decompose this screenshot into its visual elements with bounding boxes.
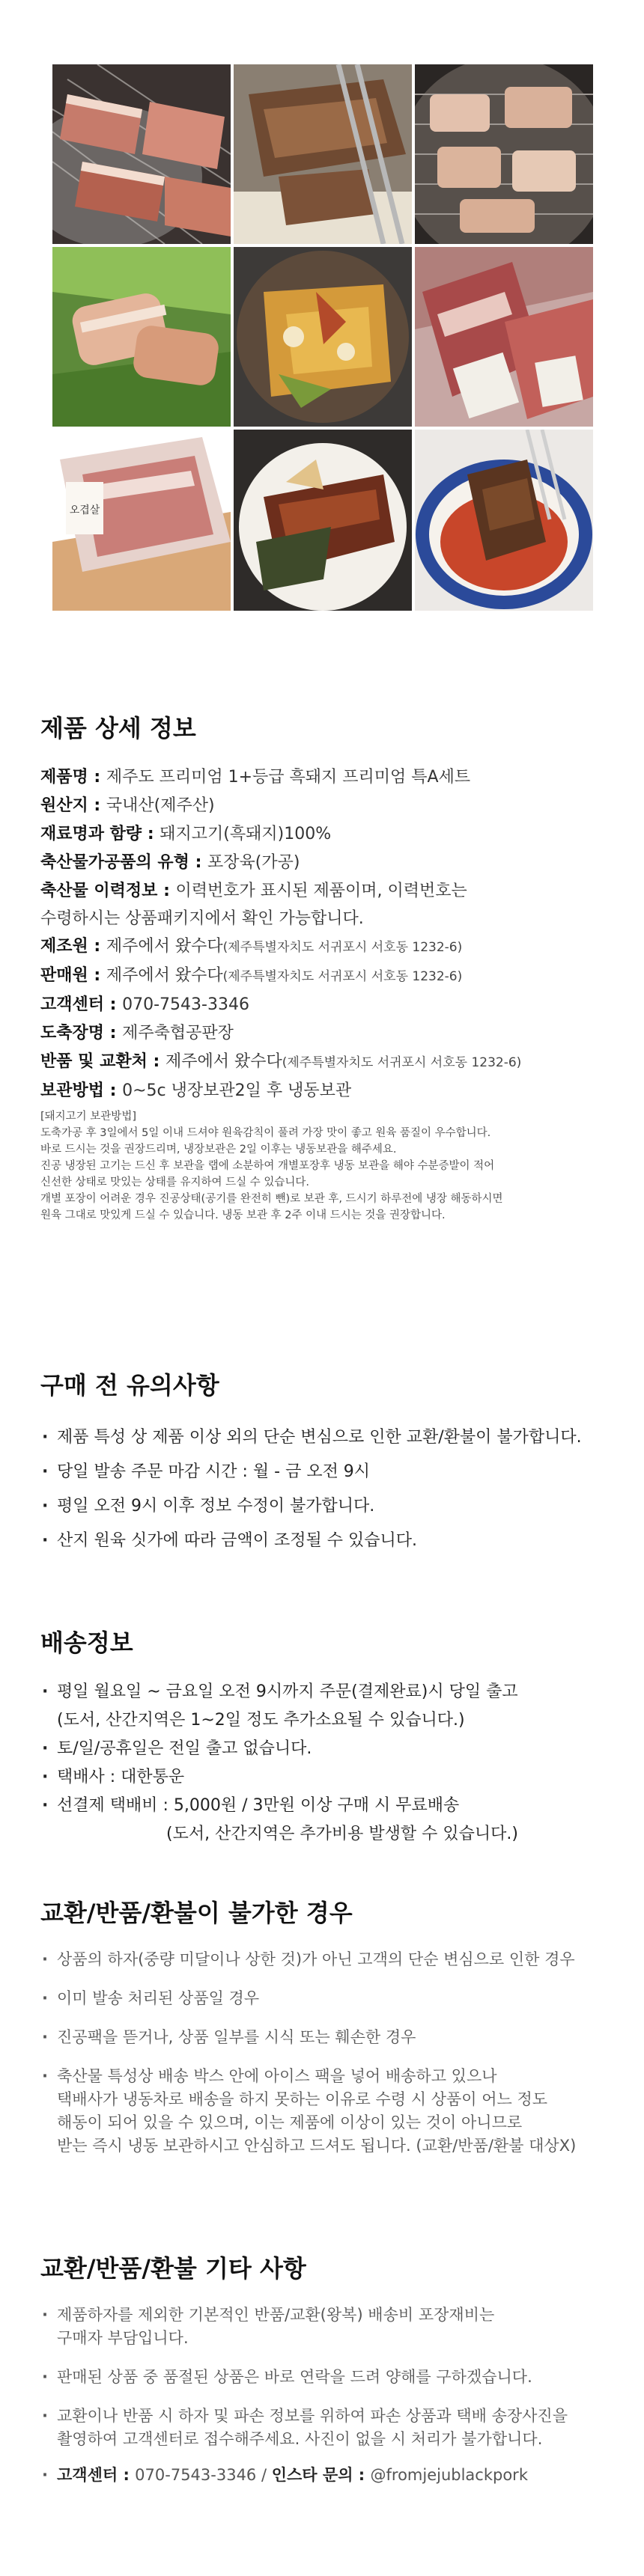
detail-row [40, 820, 617, 849]
instagram-label: 인스타 문의 : [271, 2466, 371, 2484]
detail-key: 재료명과 함량 : [40, 825, 160, 843]
list-item: · 진공팩을 뜯거나, 상품 일부를 시식 또는 훼손한 경우 [40, 2026, 617, 2049]
detail-value: 제주축협공판장 [122, 1024, 234, 1043]
detail-value: 제주도 프리미엄 1+등급 흑돼지 프리미엄 특A세트 [106, 768, 471, 787]
other-exchange-list [40, 2304, 617, 2451]
detail-key: 제조원 : [40, 937, 106, 956]
list-item: · 제품 특성 상 제품 이상 외의 단순 변심으로 인한 교환/환불이 불가합니다. [40, 1420, 617, 1455]
no-refund-section [40, 1894, 617, 2173]
delivery-item-text: 택배사 : 대한통운 [57, 1768, 185, 1786]
detail-value: 제주에서 왔수다 [165, 1052, 282, 1071]
delivery-item-subtext: (도서, 산간지역은 추가비용 발생할 수 있습니다.) [166, 1825, 518, 1843]
photo-grilled-pork-on-rice [234, 430, 412, 611]
detail-key: 축산물가공품의 유형 : [40, 853, 208, 872]
section-title: 교환/반품/환불 기타 사항 [40, 2254, 306, 2283]
list-item: · 제품하자를 제외한 기본적인 반품/교환(왕복) 배송비 포장재비는 구매자 부담입니다. [40, 2304, 617, 2350]
product-details-section [40, 709, 617, 1224]
detail-row [40, 877, 617, 906]
detail-row [40, 1019, 617, 1048]
detail-value: 돼지고기(흑돼지)100% [160, 825, 332, 843]
section-title: 제품 상세 정보 [40, 714, 196, 742]
detail-value: 이력번호가 표시된 제품이며, 이력번호는 [175, 882, 467, 900]
detail-key: 도축장명 : [40, 1024, 123, 1043]
detail-key: 판매원 : [40, 966, 106, 985]
detail-row [40, 1048, 617, 1077]
purchase-cautions-section [40, 1367, 617, 1558]
detail-row [40, 849, 617, 877]
photo-packaged-pork-on-wooden-board [52, 430, 231, 611]
photo-pork-wrapped-in-lettuce [52, 247, 231, 427]
no-refund-list [40, 1948, 617, 2158]
section-title: 구매 전 유의사항 [40, 1371, 219, 1400]
delivery-info-section [40, 1624, 617, 1849]
contact-line [40, 2464, 617, 2487]
detail-key: 고객센터 : [40, 995, 123, 1014]
photo-pork-with-red-sauce-in-bowl [415, 430, 593, 611]
section-title: 배송정보 [40, 1629, 133, 1657]
detail-row [40, 763, 617, 792]
package-label-text: 오겹살 [69, 504, 100, 516]
detail-address: (제주특별자치도 서귀포시 서호동 1232-6) [282, 1055, 522, 1070]
detail-address: (제주특별자치도 서귀포시 서호동 1232-6) [222, 969, 463, 984]
section-title: 교환/반품/환불이 불가한 경우 [40, 1899, 353, 1927]
photo-raw-pork-in-packages [415, 247, 593, 427]
detail-value: 국내산(제주산) [106, 796, 215, 815]
caution-list [40, 1420, 617, 1558]
list-item: · 산지 원육 싯가에 따라 금액이 조정될 수 있습니다. [40, 1524, 617, 1558]
detail-address: (제주특별자치도 서귀포시 서호동 1232-6) [222, 940, 463, 955]
instagram-handle[interactable]: @fromjejublackpork [370, 2466, 528, 2484]
detail-key: 보관방법 : [40, 1081, 123, 1100]
detail-value: 0~5c 냉장보관2일 후 냉동보관 [122, 1081, 352, 1100]
list-item [40, 1735, 617, 1763]
list-item: · 평일 오전 9시 이후 정보 수정이 불가합니다. [40, 1489, 617, 1524]
detail-key: 축산물 이력정보 : [40, 882, 176, 900]
delivery-item-text: 평일 월요일 ~ 금요일 오전 9시까지 주문(결제완료)시 당일 출고 [57, 1682, 518, 1701]
list-item [40, 1763, 617, 1792]
customer-center-label: 고객센터 : [57, 2466, 136, 2484]
list-item: · 당일 발송 주문 마감 시간 : 월 - 금 오전 9시 [40, 1455, 617, 1489]
detail-key: 원산지 : [40, 796, 106, 815]
delivery-list [40, 1678, 617, 1849]
storage-note: [돼지고기 보관방법] 도축가공 후 3일에서 5일 이내 드셔야 원육감칙이 풀려 가장 맛이 좋고 원육 품질이 우수합니다. 바로 드시는 것을 권장드리며, 냉장보관은 2일 이후는 냉동보관을 해주세요. 진공 냉장된 고기는 드신 후 보관을 랩에 소분하여 개별포장후 냉동 보관을 해야 수분증발이 적어 신선한 상태로 맛있는 상태를 유지하여 드실 수 있습니다. 개별 포장이 어려운 경우 진공상태(공기를 완전히 뺀)로 보관 후, 드시기 하루전에 냉장 해동하시면 원육 그대로 맛있게 드실 수 있습니다. 냉동 보관 후 2주 이내 드시는 것을 권장합니다. [40, 1111, 503, 1221]
list-item [40, 1792, 617, 1849]
photo-grilled-pork-with-tongs [234, 64, 412, 244]
list-item: · 상품의 하자(중량 미달이나 상한 것)가 아닌 고객의 단순 변심으로 인한 경우 [40, 1948, 617, 1971]
delivery-item-subtext: (도서, 산간지역은 1~2일 정도 추가소요될 수 있습니다.) [57, 1711, 465, 1730]
photo-grilled-pork-on-charcoal-grill [52, 64, 231, 244]
detail-value: 포장육(가공) [207, 853, 300, 872]
detail-row [40, 792, 617, 820]
delivery-item-text: 토/일/공휴일은 전일 출고 없습니다. [57, 1739, 312, 1758]
detail-row [40, 991, 617, 1019]
customer-center-phone: 070-7543-3346 / [135, 2466, 272, 2484]
detail-row [40, 933, 617, 962]
list-item: · 축산물 특성상 배송 박스 안에 아이스 팩을 넣어 배송하고 있으나 택배사가 냉동차로 배송을 하지 못하는 이유로 수령 시 상품이 어느 정도 해동이 되어 있을 수 있으며, 이는 제품에 이상이 있는 것이 아니므로 받는 즉시 냉동 보관하시고 안심하고 드셔도 됩니다. (교환/반품/환불 대상X) [40, 2065, 617, 2158]
detail-row [40, 1077, 617, 1105]
contact-list [40, 2464, 617, 2487]
detail-value: 제주에서 왔수다 [106, 966, 223, 985]
list-item [40, 1678, 617, 1735]
list-item: · 이미 발송 처리된 상품일 경우 [40, 1987, 617, 2010]
detail-key: 제품명 : [40, 768, 106, 787]
detail-value: 제주에서 왔수다 [106, 937, 223, 956]
product-photo-grid [52, 64, 593, 611]
detail-key: 반품 및 교환처 : [40, 1052, 165, 1071]
other-exchange-section [40, 2250, 617, 2503]
delivery-item-text: 선결제 택배비 : 5,000원 / 3만원 이상 구매 시 무료배송 [57, 1796, 460, 1815]
detail-row [40, 962, 617, 991]
detail-value: 070-7543-3346 [122, 995, 249, 1014]
list-item: · 판매된 상품 중 품절된 상품은 바로 연락을 드려 양해를 구하겠습니다. [40, 2366, 617, 2389]
photo-pork-with-kimchi-and-garlic [234, 247, 412, 427]
list-item: · 교환이나 반품 시 하자 및 파손 정보를 위하여 파손 상품과 택배 송장사진을 촬영하여 고객센터로 접수해주세요. 사진이 없을 시 처리가 불가합니다. [40, 2405, 617, 2451]
history-continuation: 수령하시는 상품패키지에서 확인 가능합니다. [40, 909, 364, 928]
photo-pork-slices-on-round-grill [415, 64, 593, 244]
